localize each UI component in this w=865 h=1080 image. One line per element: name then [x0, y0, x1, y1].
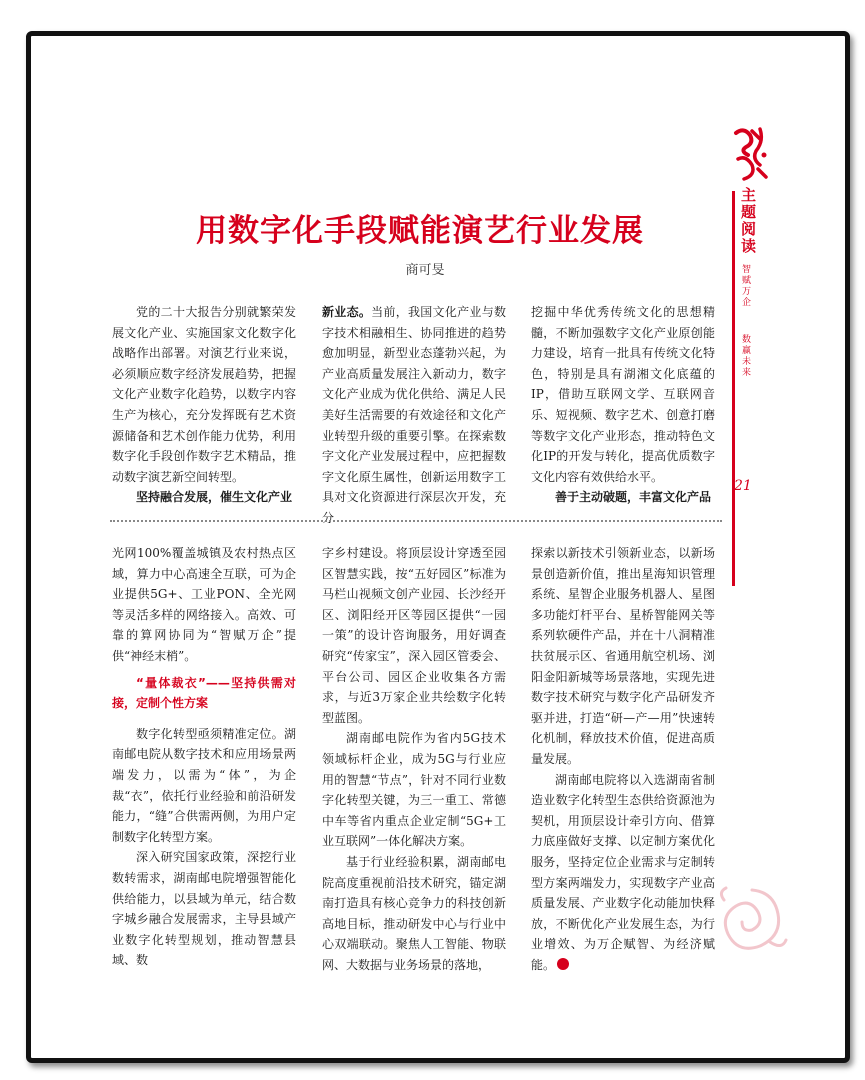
red-subheading: “量体裁衣”——坚持供需对接，定制个性方案: [112, 675, 296, 711]
top-column-1: [112, 302, 296, 508]
paragraph: [531, 770, 715, 976]
paragraph: 深入研究国家政策，深挖行业数转需求，湖南邮电院增强智能化供给能力，以县域为单元，结合数字城乡融合发展需求，主导县域产业数字化转型规划，推动智慧县域、数: [112, 850, 296, 968]
section-subtitle-1: 智赋万企: [742, 265, 752, 308]
paragraph: 探索以新技术引领新业态，以新场景创造新价值，推出星海知识管理系统、星智企业服务机器人、星图多功能灯杆平台、星桥智能网关等系列软硬件产品，并在十八洞精准扶贫展示区、省通用航空机场、浏阳金阳新城等场景落地，实现先进数字技术研究与数字化产品研发齐驱并进，打造“研—产—用”快速转化机制，释放技术价值，促进高质量发展。: [531, 546, 715, 766]
bottom-column-3: [531, 543, 715, 975]
subheading: 善于主动破题，丰富文化产品: [555, 490, 712, 505]
calligraphy-logo-icon: [730, 125, 770, 185]
paragraph: 基于行业经验积累，湖南邮电院高度重视前沿技术研究，锚定湖南打造具有核心竞争力的科技创新高地目标，推动研发中心与行业中心双端联动。聚焦人工智能、物联网、大数据与业务场景的落地，: [322, 854, 506, 972]
paragraph: 数字化转型亟须精准定位。湖南邮电院从数字技术和应用场景两端发力，以需为“体”，为企裁“衣”，依托行业经验和前沿研发能力，“缝”合供需两侧，为用户定制数字化转型方案。: [112, 726, 296, 844]
section-sidebar: [730, 125, 770, 495]
paragraph: [322, 302, 506, 529]
bottom-column-1: [112, 543, 296, 971]
end-mark-icon: [557, 958, 569, 970]
page-number: 21: [734, 478, 752, 494]
paragraph-text: 当前，我国文化产业与数字技术相融相生、协同推进的趋势愈加明显，新型业态蓬勃兴起，为产业高质量发展注入新动力，数字文化产业成为优化供给、满足人民美好生活需要的有效途径和文化产业转型升级的重要引擎。在探索数字文化产业发展过程中，应把握数字文化原生属性，创新运用数字工具对文化资源进行深层次开发，充分: [322, 305, 506, 525]
paragraph: 湖南邮电院作为省内5G技术领域标杆企业，成为5G与行业应用的智慧“节点”，针对不同行业数字化转型关键，为三一重工、常德中车等省内重点企业定制“5G+工业互联网”一体化解决方案。: [322, 731, 506, 849]
article-author: 商可旻: [405, 263, 445, 278]
paragraph: 党的二十大报告分别就繁荣发展文化产业、实施国家文化数字化战略作出部署。对演艺行业来说，必须顺应数字经济发展趋势，把握文化产业数字化趋势，以数字内容生产为核心，充分发挥既有艺术资源储备和艺术创作能力优势，利用数字化手段创作数字艺术精品，推动数字演艺新空间转型。: [112, 305, 296, 484]
top-column-2: [322, 302, 506, 529]
paragraph-text: 湖南邮电院将以入选湖南省制造业数字化转型生态供给资源池为契机，用顶层设计牵引方向、借算力底座做好支撑、以定制方案优化服务，坚持定位企业需求与定制转型方案两端发力，实现数字产业高质量发展、产业数字化动能加快释放，不断优化产业发展生态，为行业增效、为万企赋智、为经济赋能。: [531, 772, 715, 972]
paragraph: 光网100%覆盖城镇及农村热点区域，算力中心高速全互联，可为企业提供5G+、工业PON、全光网等灵活多样的网络接入。高效、可靠的算网协同为“智赋万企”提供“神经末梢”。: [112, 546, 296, 663]
bottom-column-2: [322, 543, 506, 975]
article-title: 用数字化手段赋能演艺行业发展: [196, 213, 644, 249]
paragraph: 字乡村建设。将顶层设计穿透至园区智慧实践，按“五好园区”标准为马栏山视频文创产业园、长沙经开区、浏阳经开区等园区提供“一园一策”的设计咨询服务，用好调查研究“传家宝”，深入园区管委会、平台公司、园区企业收集各方需求，与近3万家企业共绘数字化转型蓝图。: [322, 546, 506, 725]
subheading: 坚持融合发展，催生文化产业: [136, 490, 293, 505]
decorative-seal-icon: [712, 880, 792, 960]
section-rule: [732, 191, 735, 586]
top-column-3: [531, 302, 715, 508]
paragraph: 挖掘中华优秀传统文化的思想精髓，不断加强数字文化产业原创能力建设，培育一批具有传统文化特色，特别是具有湖湘文化底蕴的IP，借助互联网文学、互联网音乐、短视频、数字艺术、创意打磨等数字文化产业形态，推动特色文化IP的开发与转化，提高优质数字文化内容有效供给水平。: [531, 305, 715, 484]
subheading-continued: 新业态。: [322, 305, 372, 319]
section-title: 主题阅读: [741, 186, 757, 255]
dotted-divider: [110, 520, 722, 522]
section-subtitle-2: 数赢未来: [742, 335, 752, 378]
